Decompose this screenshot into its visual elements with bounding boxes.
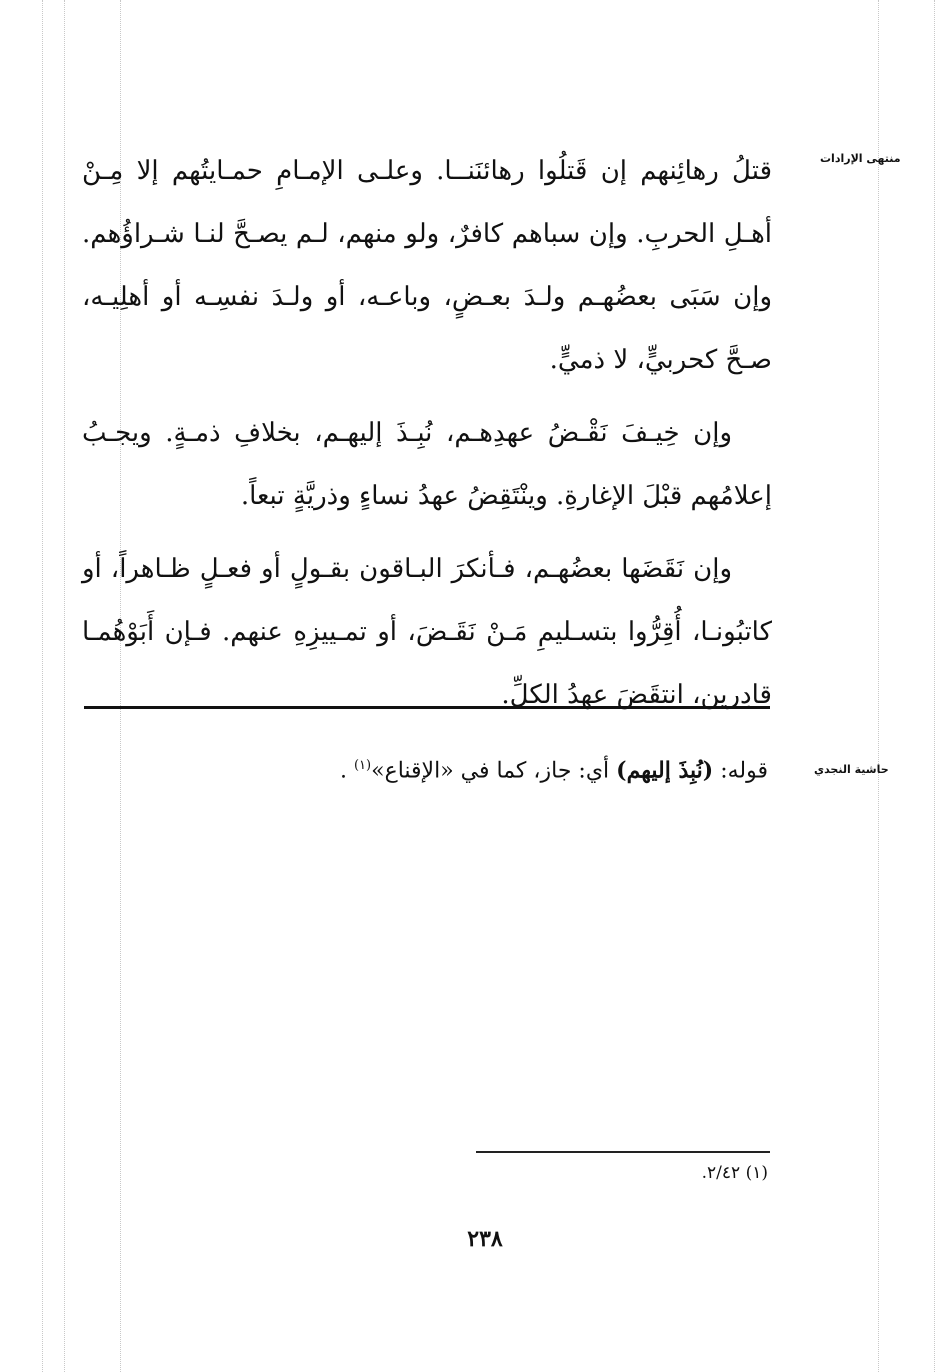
note-prefix: قوله: <box>713 758 768 784</box>
main-paragraph-3: وإن نَقَضَها بعضُهـم، فـأنكرَ البـاقون بقـولٍ أو فعـلٍ ظـاهراً، أو كاتبُونـا، أُقِرُّوا بتسـليمِ مَـنْ نَقَـضَ، أو تمـييزِهِ عنهم. فـإن أَبَوْهُمـا قادِرين، انتقَضَ عهدُ الكلِّ. <box>82 554 772 710</box>
section-divider <box>84 706 770 709</box>
commentary-note <box>200 746 768 791</box>
scan-guide-line <box>878 0 879 1372</box>
margin-label-muntaha: منتهى الإرادات <box>820 152 901 165</box>
margin-label-hashiya: حاشية النجدي <box>814 763 889 776</box>
footnote-divider <box>476 1151 770 1153</box>
note-emphasis: (نُبِذَ إليهم) <box>616 757 714 784</box>
footnote-marker: (١) <box>353 758 372 773</box>
scan-guide-line <box>934 0 935 1372</box>
scan-guide-line <box>64 0 65 1372</box>
note-suffix: . <box>339 758 354 784</box>
page-number: ٢٣٨ <box>467 1226 503 1252</box>
main-text <box>82 140 772 737</box>
scan-guide-line <box>42 0 43 1372</box>
main-paragraph-2: وإن خِيـفَ نَقْـضُ عهدِهـم، نُبِـذَ إليهـم، بخلافِ ذمـةٍ. ويجـبُ إعلامُهم قبْلَ الإغارةِ. وينْتَقِضُ عهدُ نساءٍ وذريَّةٍ تبعاً. <box>82 418 772 511</box>
main-paragraph-1: قتلُ رهائِنهم إن قَتلُوا رهائنَنــا. وعلـى الإمـامِ حمـايتُهم إلا مِـنْ أهـلِ الحربِ. وإن سباهم كافرٌ، ولو منهم، لـم يصـحَّ لنـا شـراؤُهم. وإن سَبَى بعضُهـم ولـدَ بعـضٍ، وباعـه، أو ولـدَ نفسِـه أو أهلِيـه، صـحَّ كحربيٍّ، لا ذميٍّ. <box>82 156 772 375</box>
footnote: (١) ٢/٤٢. <box>701 1163 768 1183</box>
note-middle: أي: جاز، كما في «الإقناع» <box>371 758 617 784</box>
